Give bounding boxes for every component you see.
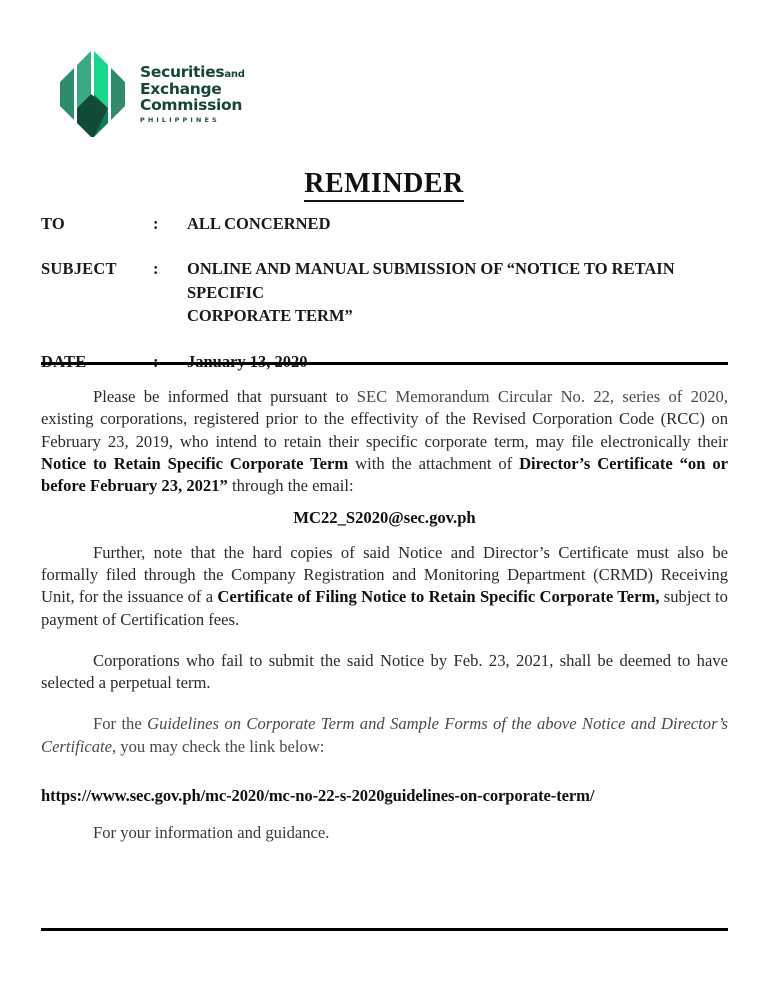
memo-value-to: ALL CONCERNED [187,214,331,233]
spacer-1 [41,641,728,650]
paragraph-2 [41,542,728,631]
paragraph-4 [41,713,728,758]
p4-guidelines-italic: Guidelines on Corporate Term and Sample Forms of the above Notice and Director’s Certificate [41,714,728,756]
p2-seg1: Further, note that the hard copies of said Notice and Director’s Certificate must also be formally filed through the Company Registration and Monitoring Department (CRMD) Receiving Unit, for the issuance of a [41,542,728,607]
p4-seg3: , you may check the link below: [111,736,325,756]
memo-row-to [41,212,728,235]
submission-email[interactable]: MC22_S2020@sec.gov.ph [293,507,476,527]
memo-body [41,386,728,844]
guidelines-link[interactable]: https://www.sec.gov.ph/mc-2020/mc-no-22-s-2020guidelines-on-corporate-term/ [41,786,595,806]
closing-line: For your information and guidance. [93,823,330,843]
p1-notice-bold: Notice to Retain Specific Corporate Term [41,453,349,473]
spacer-2 [41,704,728,713]
memo-header-block [41,212,728,373]
memo-value-subject-line2: CORPORATE TERM” [187,306,353,326]
p1-seg3: existing corporations, registered prior to the effectivity of the Revised Corporation Code (RCC) on February 23, 2019, who intend to retain their specific corporate term, may file electronically their [41,409,728,451]
memo-value-subject [187,257,728,327]
divider-top [41,362,728,365]
wordmark-exchange: Exchange [140,79,222,98]
p2-certificate-bold: Certificate of Filing Notice to Retain Specific Corporate Term, [217,587,660,607]
p1-seg7: through the email: [227,476,354,496]
wordmark-philippines: PHILIPPINES [140,115,220,124]
p2-seg3: subject to payment of Certification fees. [41,587,728,629]
wordmark-and-text: and [224,69,245,80]
p1-seg1: Please be informed that pursuant to [93,387,357,406]
sec-logo [58,50,245,138]
memo-label-to: TO [41,214,65,233]
sec-wordmark [140,65,245,123]
memo-colon-subject: : [153,259,159,279]
p1-seg5: with the attachment of [348,453,520,473]
sec-hexagon-logo-icon [58,50,130,138]
wordmark-securities-text: Securities [140,63,225,81]
p1-directors-certificate-bold: Director’s Certificate “on or before February 23, 2021” [41,453,728,496]
p1-circular-reference: SEC Memorandum Circular No. 22, series of 2020, [356,387,728,406]
page-title-text: REMINDER [304,168,464,202]
memo-value-subject-line1: ONLINE AND MANUAL SUBMISSION OF “NOTICE TO RETAIN SPECIFIC [187,259,675,302]
memo-row-subject [41,257,728,327]
memo-colon-to: : [153,214,159,233]
wordmark-securities [140,65,245,81]
wordmark-commission: Commission [140,96,243,114]
divider-bottom [41,928,728,931]
paragraph-3: Corporations who fail to submit the said Notice by Feb. 23, 2021, shall be deemed to have selected a perpetual term. [41,650,728,693]
paragraph-1 [41,386,728,498]
p4-seg1: For the [93,714,148,734]
page-title [0,168,768,200]
spacer-3 [41,768,728,782]
memo-label-subject: SUBJECT [41,259,117,279]
